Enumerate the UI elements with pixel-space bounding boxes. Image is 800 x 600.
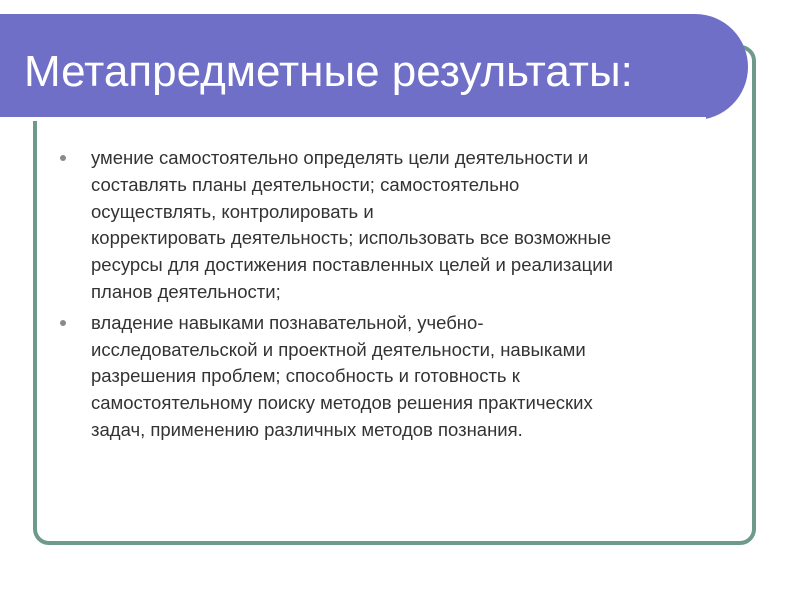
bullet-list xyxy=(60,145,740,448)
bullet-text: владение навыками познавательной, учебно- исследовательской и проектной деятельности, навыками разрешения проблем; способность и готовность к самостоятельному поиску методов решения практических задач, применению различных методов познания. xyxy=(91,311,593,440)
bullet-dot-icon xyxy=(60,320,66,326)
bullet-text: умение самостоятельно определять цели деятельности и составлять планы деятельности; самостоятельно осуществлять, контролировать и корректировать деятельность; использовать все возможные ресурсы для достижения поставленных целей и реализации планов деятельности; xyxy=(91,147,613,302)
title-bar xyxy=(0,14,748,120)
bullet-item xyxy=(60,310,740,444)
slide-title: Метапредметные результаты: xyxy=(24,47,633,96)
bullet-dot-icon xyxy=(60,155,66,161)
bullet-item xyxy=(60,145,740,306)
title-underline xyxy=(0,117,706,121)
